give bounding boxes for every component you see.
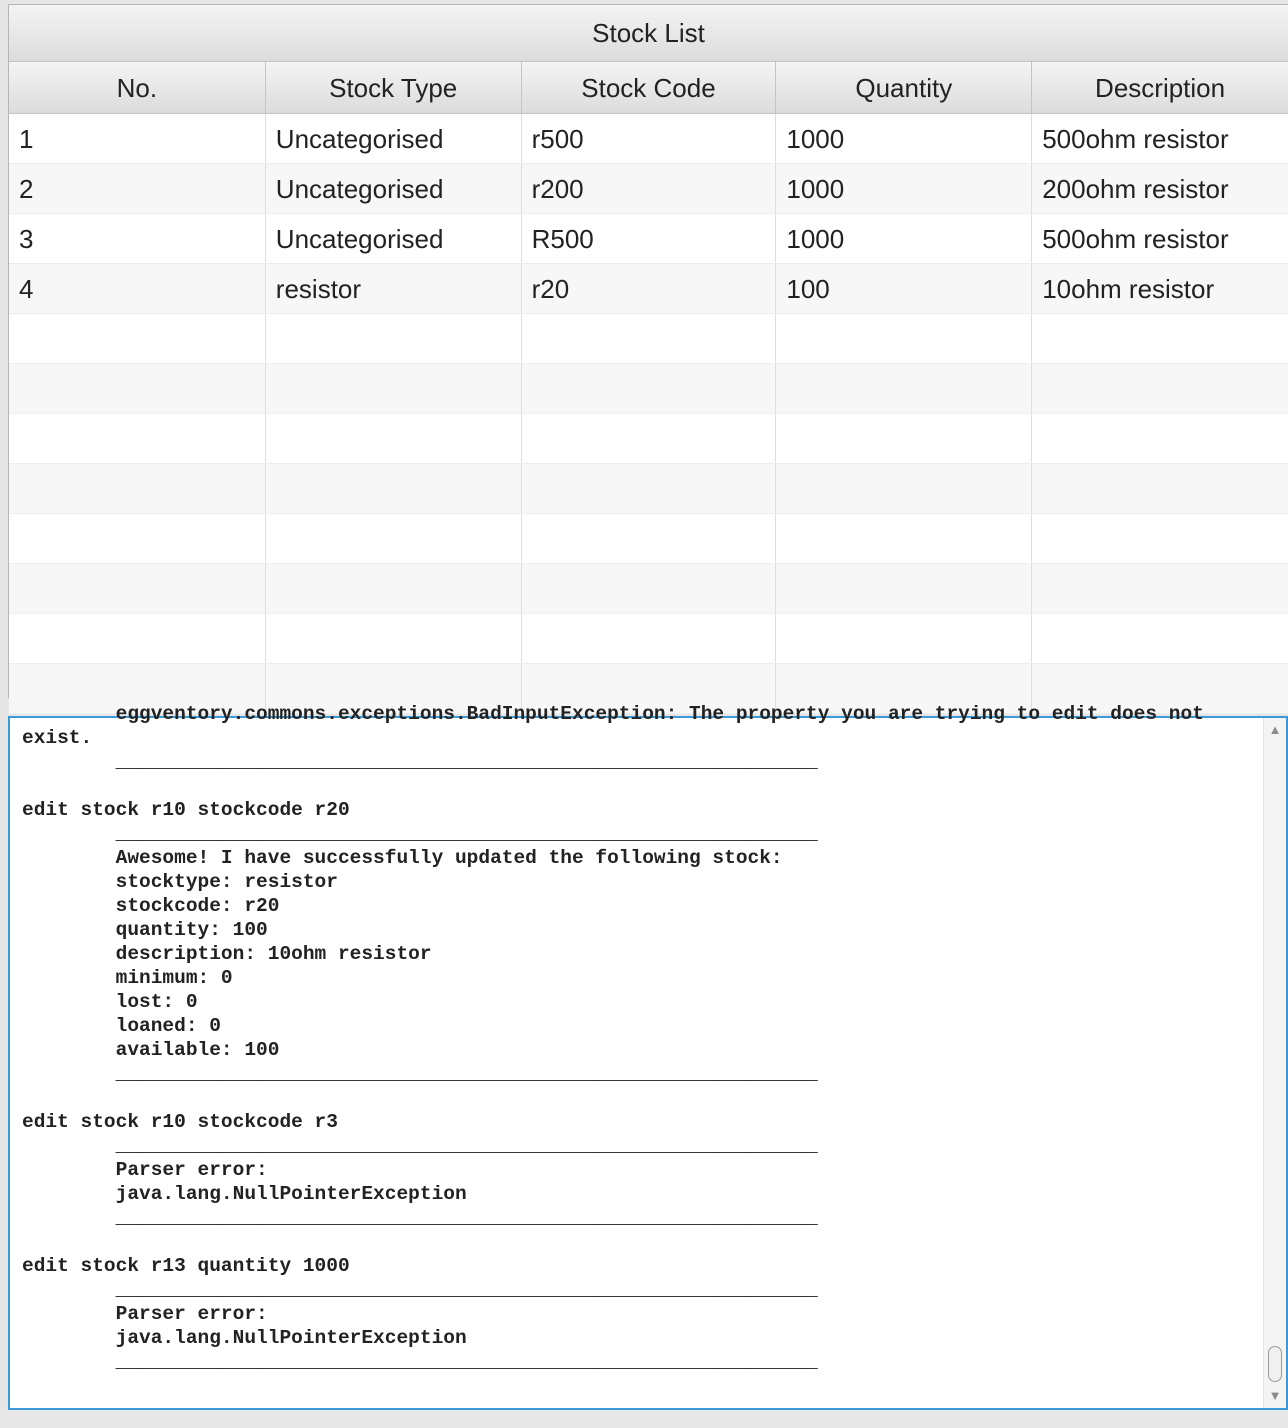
console-line: stockcode: r20 bbox=[22, 895, 280, 917]
cell-description: 10ohm resistor bbox=[1042, 274, 1215, 304]
cell-stock-code bbox=[522, 464, 777, 513]
table-header-row bbox=[9, 62, 1288, 114]
cell-description bbox=[1032, 364, 1288, 413]
console-line: loaned: 0 bbox=[22, 1015, 221, 1037]
cell-stock-type bbox=[266, 464, 522, 513]
console-line: edit stock r10 stockcode r20 bbox=[22, 799, 350, 821]
console-line: java.lang.NullPointerException bbox=[22, 1183, 467, 1205]
cell-description bbox=[1032, 514, 1288, 563]
scroll-down-icon[interactable]: ▼ bbox=[1268, 1388, 1282, 1403]
cell-quantity: 1000 bbox=[776, 214, 1032, 263]
cell-no: 3 bbox=[9, 214, 266, 263]
column-header-quantity[interactable]: Quantity bbox=[776, 62, 1032, 113]
cell-stock-type bbox=[266, 514, 522, 563]
cell-stock-type: Uncategorised bbox=[266, 114, 522, 163]
cell-stock-type: resistor bbox=[266, 264, 522, 313]
console-line: ____________________________________________________________ bbox=[22, 1207, 818, 1229]
console-line: Parser error: bbox=[22, 1303, 268, 1325]
table-row[interactable] bbox=[9, 364, 1288, 414]
cell-stock-type bbox=[266, 414, 522, 463]
cell-quantity bbox=[776, 614, 1032, 663]
console-line: description: 10ohm resistor bbox=[22, 943, 432, 965]
console-text bbox=[22, 702, 1256, 1374]
stock-list-title: Stock List bbox=[9, 5, 1288, 62]
cell-quantity bbox=[776, 564, 1032, 613]
cell-no: 1 bbox=[9, 114, 266, 163]
table-row[interactable] bbox=[9, 214, 1288, 264]
cell-stock-type bbox=[266, 564, 522, 613]
cell-description bbox=[1032, 464, 1288, 513]
cell-stock-code: r200 bbox=[522, 164, 777, 213]
table-row[interactable] bbox=[9, 164, 1288, 214]
table-row[interactable] bbox=[9, 264, 1288, 314]
console-line: java.lang.NullPointerException bbox=[22, 1327, 467, 1349]
cell-description bbox=[1032, 564, 1288, 613]
console-line: Awesome! I have successfully updated the following stock: bbox=[22, 847, 783, 869]
cell-no bbox=[9, 564, 266, 613]
cell-stock-code: r500 bbox=[522, 114, 777, 163]
cell-quantity: 1000 bbox=[776, 164, 1032, 213]
cell-stock-code bbox=[522, 364, 777, 413]
cell-no bbox=[9, 464, 266, 513]
table-row[interactable] bbox=[9, 314, 1288, 364]
cell-stock-code bbox=[522, 314, 777, 363]
table-row[interactable] bbox=[9, 564, 1288, 614]
stock-list-panel bbox=[8, 4, 1288, 698]
console-line: ____________________________________________________________ bbox=[22, 1279, 818, 1301]
console-line: edit stock r13 quantity 1000 bbox=[22, 1255, 350, 1277]
console-line: Parser error: bbox=[22, 1159, 268, 1181]
cell-stock-type: Uncategorised bbox=[266, 214, 522, 263]
console-line: ____________________________________________________________ bbox=[22, 1351, 818, 1373]
scroll-thumb[interactable] bbox=[1268, 1346, 1282, 1382]
cell-stock-code: r20 bbox=[522, 264, 777, 313]
cell-quantity bbox=[776, 464, 1032, 513]
cell-no: 4 bbox=[9, 264, 266, 313]
cell-description: 500ohm resistor bbox=[1042, 124, 1229, 154]
column-header-no[interactable]: No. bbox=[9, 62, 266, 113]
cell-description bbox=[1032, 314, 1288, 363]
cell-description: 500ohm resistor bbox=[1042, 224, 1229, 254]
window-bottom-edge bbox=[0, 1410, 1288, 1428]
cell-stock-code: R500 bbox=[522, 214, 777, 263]
cell-stock-type bbox=[266, 364, 522, 413]
table-row[interactable] bbox=[9, 514, 1288, 564]
cell-quantity bbox=[776, 414, 1032, 463]
table-row[interactable] bbox=[9, 114, 1288, 164]
table-body bbox=[9, 114, 1288, 714]
console-line: stocktype: resistor bbox=[22, 871, 338, 893]
cell-no bbox=[9, 614, 266, 663]
cell-quantity: 1000 bbox=[776, 114, 1032, 163]
cell-quantity bbox=[776, 514, 1032, 563]
console-line: ____________________________________________________________ bbox=[22, 823, 818, 845]
console-line: exist. bbox=[22, 727, 93, 749]
console-line: edit stock r10 stockcode r3 bbox=[22, 1111, 338, 1133]
column-header-stock-type[interactable]: Stock Type bbox=[266, 62, 522, 113]
cell-description bbox=[1032, 414, 1288, 463]
cell-quantity bbox=[776, 364, 1032, 413]
column-header-description[interactable]: Description bbox=[1095, 73, 1226, 103]
cell-stock-type bbox=[266, 314, 522, 363]
table-row[interactable] bbox=[9, 414, 1288, 464]
console-scrollbar[interactable] bbox=[1263, 718, 1286, 1408]
console-line: quantity: 100 bbox=[22, 919, 268, 941]
cell-no: 2 bbox=[9, 164, 266, 213]
console-line: eggventory.commons.exceptions.BadInputException: The property you are trying to edit does not bbox=[22, 703, 1204, 725]
table-row[interactable] bbox=[9, 614, 1288, 664]
cell-stock-code bbox=[522, 564, 777, 613]
cell-description bbox=[1032, 614, 1288, 663]
cell-stock-type bbox=[266, 614, 522, 663]
console-line: lost: 0 bbox=[22, 991, 198, 1013]
cell-quantity: 100 bbox=[776, 264, 1032, 313]
cell-no bbox=[9, 514, 266, 563]
cell-no bbox=[9, 414, 266, 463]
cell-stock-code bbox=[522, 514, 777, 563]
table-row[interactable] bbox=[9, 464, 1288, 514]
console-line: available: 100 bbox=[22, 1039, 280, 1061]
console-line: ____________________________________________________________ bbox=[22, 751, 818, 773]
cell-stock-type: Uncategorised bbox=[266, 164, 522, 213]
cell-stock-code bbox=[522, 414, 777, 463]
cell-stock-code bbox=[522, 614, 777, 663]
cell-quantity bbox=[776, 314, 1032, 363]
scroll-up-icon[interactable]: ▲ bbox=[1268, 722, 1282, 737]
cell-no bbox=[9, 364, 266, 413]
console-line: ____________________________________________________________ bbox=[22, 1063, 818, 1085]
cell-description: 200ohm resistor bbox=[1042, 174, 1229, 204]
cell-no bbox=[9, 314, 266, 363]
console-line: ____________________________________________________________ bbox=[22, 1135, 818, 1157]
console-line: minimum: 0 bbox=[22, 967, 233, 989]
console-output[interactable] bbox=[8, 703, 1288, 1410]
column-header-stock-code[interactable]: Stock Code bbox=[522, 62, 777, 113]
